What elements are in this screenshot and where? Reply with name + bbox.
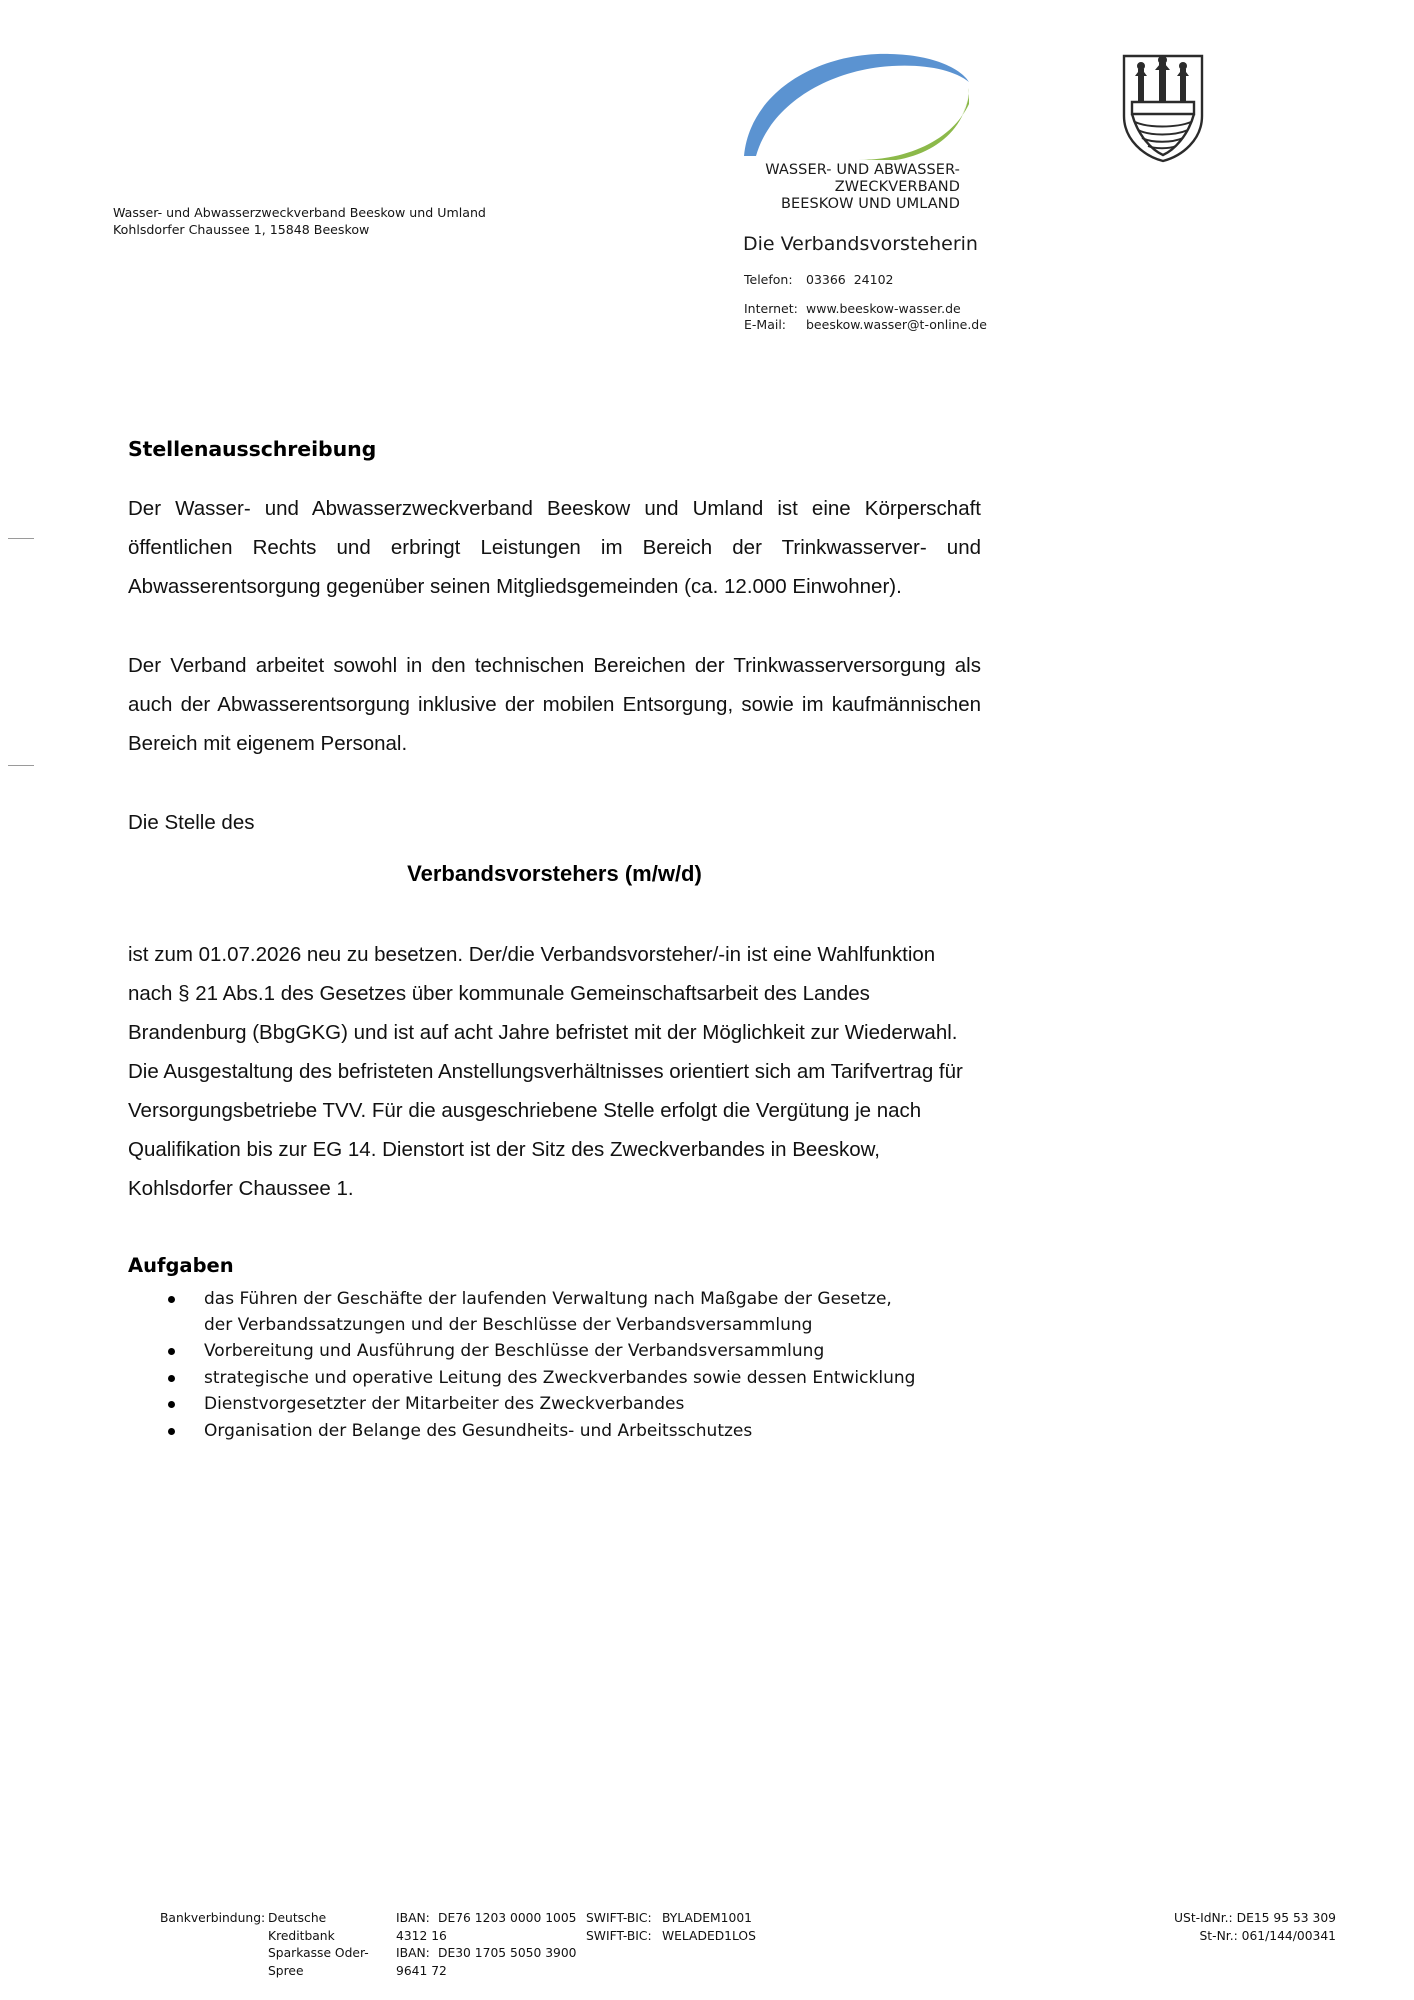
- tax-details: [1174, 1910, 1336, 1945]
- tasks-list: [128, 1287, 981, 1444]
- phone-label: Telefon:: [744, 272, 793, 287]
- beeskow-coat-of-arms-icon: [1118, 52, 1208, 164]
- position-lead-in: Die Stelle des: [128, 811, 255, 834]
- org-name-line-3: BEESKOW UND UMLAND: [780, 196, 960, 212]
- iban-label: IBAN:: [396, 1946, 430, 1960]
- list-item: [168, 1392, 981, 1418]
- iban-column: [396, 1910, 586, 1980]
- sender-line-2: Kohlsdorfer Chaussee 1, 15848 Beeskow: [113, 221, 370, 237]
- email-value: beeskow.wasser@t-online.de: [806, 317, 987, 332]
- phone-row: [744, 272, 1255, 288]
- email-row: [744, 317, 1255, 333]
- document-body: [128, 437, 981, 1445]
- role-title: Die Verbandsvorsteherin: [743, 233, 978, 255]
- bullet-icon: [168, 1296, 175, 1303]
- tasks-heading: Aufgaben: [128, 1254, 234, 1277]
- list-item: [168, 1419, 981, 1445]
- page-footer: [0, 1910, 1414, 1980]
- swift-label: SWIFT-BIC:: [586, 1928, 652, 1943]
- task-line-1: Vorbereitung und Ausführung der Beschlüsse der Verbandsversammlung: [204, 1341, 825, 1361]
- org-name-line-1: WASSER- UND ABWASSER-: [765, 162, 960, 178]
- bank-label: Bankverbindung:: [160, 1911, 266, 1925]
- fold-mark-upper: [8, 538, 34, 539]
- bullet-icon: [168, 1428, 175, 1435]
- internet-label: Internet:: [744, 301, 798, 316]
- swift-value-1: BYLADEM1001: [662, 1911, 752, 1925]
- tax-number: St-Nr.: 061/144/00341: [1199, 1928, 1336, 1943]
- paragraph-intro: Der Wasser- und Abwasserzweckverband Beeskow und Umland ist eine Körperschaft öffentlichen Rechts und erbringt Leistungen im Bereich der Trinkwasserver- und Abwasserentsorgung gegenüber seinen Mitgliedsgemeinden (ca. 12.000 Einwohner).: [128, 497, 981, 598]
- letterhead: [735, 48, 1255, 332]
- phone-value: 03366 24102: [806, 272, 894, 287]
- water-wave-logo-icon: [740, 48, 970, 160]
- swift-row-2: [586, 1928, 776, 1946]
- swift-value-2: WELADED1LOS: [662, 1928, 756, 1943]
- task-line-1: Dienstvorgesetzter der Mitarbeiter des Zweckverbandes: [204, 1394, 685, 1414]
- task-line-2: der Verbandssatzungen und der Beschlüsse der Verbandsversammlung: [204, 1314, 813, 1335]
- swift-column: [586, 1910, 776, 1980]
- bullet-icon: [168, 1348, 175, 1355]
- fold-mark-lower: [8, 765, 34, 766]
- sender-address: [113, 205, 486, 238]
- swift-row-1: [586, 1910, 776, 1928]
- list-item: [168, 1339, 981, 1365]
- bank-details: [160, 1910, 776, 1980]
- org-name-line-2: ZWECKVERBAND: [834, 179, 960, 195]
- list-item: [168, 1366, 981, 1392]
- email-label: E-Mail:: [744, 317, 787, 332]
- iban-value-2: DE30 1705 5050 3900 9641 72: [396, 1946, 577, 1978]
- iban-label: IBAN:: [396, 1911, 430, 1925]
- list-item: [168, 1287, 981, 1338]
- iban-row-2: [396, 1945, 586, 1980]
- contact-block: [744, 272, 1255, 333]
- organization-name: [740, 162, 960, 213]
- bank-label-column: [160, 1910, 268, 1980]
- bullet-icon: [168, 1375, 175, 1382]
- job-title: Verbandsvorstehers (m/w/d): [407, 861, 702, 886]
- internet-row: [744, 301, 1255, 317]
- iban-value-1: DE76 1203 0000 1005 4312 16: [396, 1911, 577, 1943]
- bullet-icon: [168, 1401, 175, 1408]
- page-title: Stellenausschreibung: [128, 437, 377, 461]
- paragraph-position-details: ist zum 01.07.2026 neu zu besetzen. Der/die Verbandsvorsteher/-in ist eine Wahlfunktion nach § 21 Abs.1 des Gesetzes über kommunale Gemeinschaftsarbeit des Landes Brandenburg (BbgGKG) und ist auf acht Jahre befristet mit der Möglichkeit zur Wiederwahl. Die Ausgestaltung des befristeten Anstellungsverhältnisses orientiert sich am Tarifvertrag für Versorgungsbetriebe TVV. Für die ausgeschriebene Stelle erfolgt die Vergütung je nach Qualifikation bis zur EG 14. Dienstort ist der Sitz des Zweckverbandes in Beeskow, Kohlsdorfer Chaussee 1.: [128, 943, 963, 1200]
- iban-row-1: [396, 1910, 586, 1945]
- task-line-1: Organisation der Belange des Gesundheits- und Arbeitsschutzes: [204, 1420, 753, 1441]
- internet-value: www.beeskow-wasser.de: [806, 301, 961, 316]
- sender-line-1: Wasser- und Abwasserzweckverband Beeskow und Umland: [113, 205, 486, 220]
- organization-logo: [740, 48, 970, 158]
- bank-names-column: [268, 1910, 396, 1980]
- paragraph-operations: Der Verband arbeitet sowohl in den technischen Bereichen der Trinkwasserversorgung als auch der Abwasserentsorgung inklusive der mobilen Entsorgung, sowie im kaufmännischen Bereich mit eigenem Personal.: [128, 654, 981, 755]
- swift-label: SWIFT-BIC:: [586, 1911, 652, 1925]
- bank-name-2: Sparkasse Oder-Spree: [268, 1946, 369, 1978]
- task-line-1: strategische und operative Leitung des Zweckverbandes sowie dessen Entwicklung: [204, 1367, 916, 1388]
- contact-spacer: [744, 288, 1255, 301]
- bank-name-1: Deutsche Kreditbank: [268, 1911, 335, 1943]
- task-line-1: das Führen der Geschäfte der laufenden Verwaltung nach Maßgabe der Gesetze,: [204, 1289, 892, 1309]
- ust-id-number: USt-IdNr.: DE15 95 53 309: [1174, 1911, 1336, 1925]
